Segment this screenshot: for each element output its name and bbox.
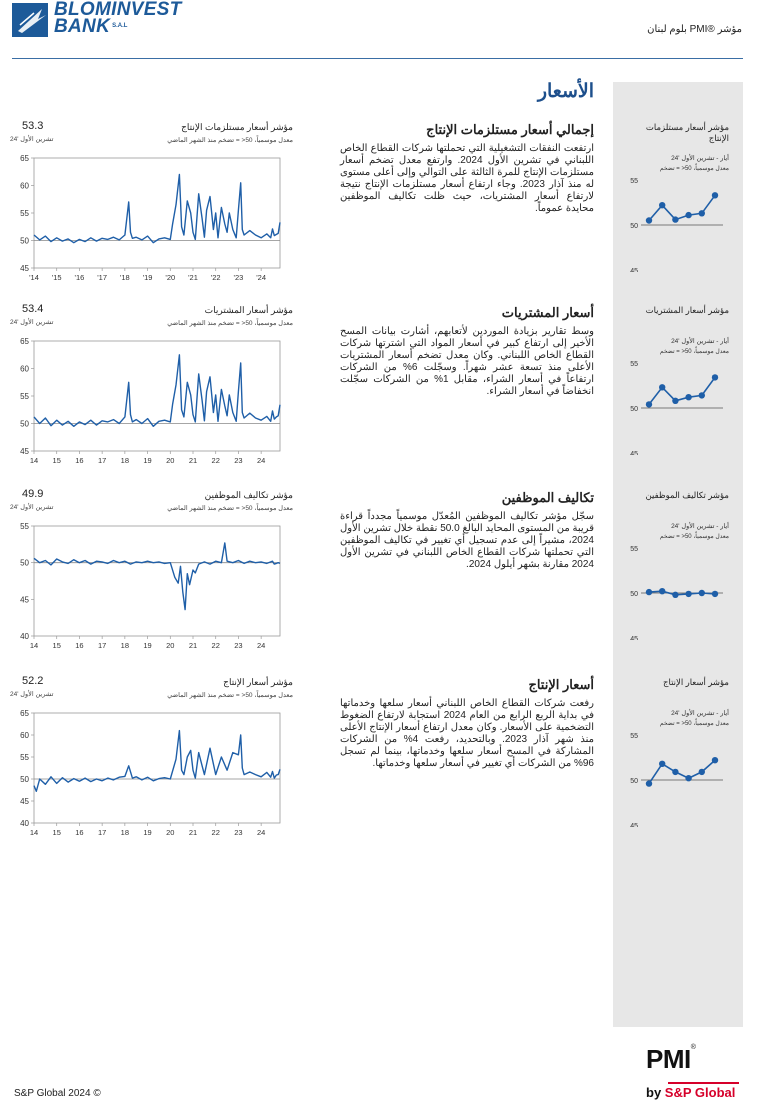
logo-mark-icon [12, 3, 48, 37]
x-tick-label: 19 [143, 456, 152, 465]
mini-data-point [699, 769, 705, 775]
x-tick-label: 23 [234, 828, 243, 837]
x-tick-label: 23 [234, 641, 243, 650]
section-text [340, 305, 594, 398]
x-tick-label: 15 [52, 828, 61, 837]
x-tick-label: '22 [210, 273, 221, 282]
x-tick-label: 15 [52, 456, 61, 465]
mini-chart-period: أيار - تشرين الأول '24 [671, 155, 729, 162]
pmi-reg-mark: ® [690, 1044, 696, 1051]
y-tick-label: 40 [20, 632, 29, 641]
section-heading: إجمالي أسعار مستلزمات الإنتاج [426, 122, 594, 137]
x-tick-label: 20 [166, 828, 175, 837]
x-tick-label: 17 [97, 828, 107, 837]
x-tick-label: 21 [188, 828, 198, 837]
chart-frame [34, 713, 280, 823]
y-tick-label: 55 [20, 522, 29, 531]
x-tick-label: '18 [119, 273, 130, 282]
x-tick-label: 19 [143, 828, 152, 837]
series-line [34, 355, 280, 427]
chart-latest-value: 53.4 [22, 303, 44, 315]
y-tick-label: 45 [20, 447, 29, 456]
section-heading: أسعار الإنتاج [528, 677, 594, 692]
section-body: سجّل مؤشر تكاليف الموظفين المُعدّل موسمياً مجدداً قراءة قريبة من المستوى المحايد البالغ 50.0 نقطة خلال تشرين الأول 2024، مشيراً إلى عدم تسجيل أي تغيير في تكاليف الموظفين التي تحملتها شركات القطاع الخاص اللبناني في تشرين الأول 2024 مقارنة بشهر أيلول 2024. [340, 511, 594, 570]
mini-chart-subtitle: معدل موسمياً، 50< = تضخم [659, 349, 729, 355]
y-tick-label: 45 [20, 595, 29, 605]
x-tick-label: '19 [142, 273, 153, 282]
y-tick-label: 55 [20, 753, 29, 762]
mini-data-point [672, 592, 678, 598]
mini-data-point [646, 780, 652, 786]
x-tick-label: 21 [188, 641, 198, 650]
mini-series-line [649, 377, 715, 404]
chart-subtitle: معدل موسمياً، 50< = تضخم منذ الشهر الماضي [167, 320, 293, 327]
x-tick-label: 24 [256, 456, 266, 465]
x-tick-label: '24 [256, 273, 267, 282]
logo-line1: BLOMINVEST [54, 0, 182, 20]
mini-chart-subtitle: معدل موسمياً، 50< = تضخم [659, 721, 729, 727]
y-tick-label: 60 [20, 181, 29, 191]
x-tick-label: '17 [97, 273, 108, 282]
x-tick-label: 15 [52, 641, 61, 650]
mini-data-point [659, 384, 665, 390]
chart-subtitle: معدل موسمياً، 50< = تضخم منذ الشهر الماضي [167, 505, 293, 512]
x-tick-label: '16 [74, 273, 85, 282]
mini-data-point [646, 401, 652, 407]
mini-y-tick-label: 45 [630, 823, 638, 827]
chart-subtitle: معدل موسمياً، 50< = تضخم منذ الشهر الماضي [167, 692, 293, 699]
pmi-logo [646, 1044, 695, 1075]
section-text [340, 122, 594, 215]
x-tick-label: 16 [75, 641, 84, 650]
chart-latest-period: تشرين الأول '24 [10, 504, 54, 511]
mini-data-point [672, 769, 678, 775]
mini-data-point [699, 392, 705, 398]
x-tick-label: 22 [211, 641, 220, 650]
mini-y-tick-label: 55 [630, 733, 638, 740]
mini-y-tick-label: 45 [630, 636, 638, 640]
x-tick-label: 18 [120, 828, 130, 837]
chart-latest-value: 52.2 [22, 675, 44, 687]
x-tick-label: 17 [97, 456, 107, 465]
x-tick-label: 24 [256, 828, 266, 837]
x-tick-label: '14 [29, 273, 39, 282]
sp-global-brand: S&P Global [664, 1085, 736, 1100]
chart-title: مؤشر أسعار الإنتاج [223, 677, 293, 687]
mini-data-point [685, 591, 691, 597]
x-tick-label: 14 [29, 456, 39, 465]
mini-data-point [712, 374, 718, 380]
mini-y-tick-label: 50 [630, 406, 638, 413]
pmi-by-text: by [646, 1085, 662, 1100]
mini-chart-title: مؤشر أسعار الإنتاج [663, 677, 729, 687]
mini-y-tick-label: 50 [630, 223, 638, 230]
section-heading: تكاليف الموظفين [501, 490, 594, 505]
mini-data-point [699, 590, 705, 596]
mini-data-point [685, 394, 691, 400]
chart-latest-period: تشرين الأول '24 [10, 319, 54, 326]
logo-line2: BANK [54, 16, 111, 37]
chart-latest-period: تشرين الأول '24 [10, 136, 54, 143]
section-body: وسط تقارير بزيادة الموردين لأتعابهم، أشارت بيانات المسح الأخير إلى ارتفاع كبير في أسعار المواد التي اشترتها شركات القطاع الخاص اللبناني. وكان معدل تضخم أسعار المشتريات الأعلى منذ تسعة عشر شهراً. وسجّلت 6% من الشركات ارتفاعاً في أسعار الشراء، مقابل 1% من الشركات سجّلت انخفاضاً في أسعار الشراء. [340, 326, 594, 397]
mini-chart-subtitle: معدل موسمياً، 50< = تضخم [659, 534, 729, 540]
mini-data-point [699, 210, 705, 216]
y-tick-label: 50 [20, 775, 29, 784]
section-text [340, 490, 594, 571]
mini-line-chart [627, 540, 727, 640]
y-tick-label: 50 [20, 236, 29, 246]
y-tick-label: 60 [20, 364, 29, 374]
chart-frame [34, 158, 280, 268]
mini-data-point [672, 398, 678, 404]
x-tick-label: '20 [165, 273, 176, 282]
y-tick-label: 55 [20, 209, 29, 218]
x-tick-label: 22 [211, 456, 220, 465]
x-tick-label: 16 [75, 828, 84, 837]
pmi-logo-bar [668, 1082, 739, 1084]
pmi-logo-text: PMI [646, 1044, 691, 1074]
x-tick-label: 14 [29, 828, 39, 837]
mini-y-tick-label: 55 [630, 361, 638, 368]
section-title: الأسعار [537, 81, 594, 102]
y-tick-label: 40 [20, 819, 29, 828]
mini-data-point [646, 589, 652, 595]
chart-frame [34, 341, 280, 451]
x-tick-label: 18 [120, 456, 130, 465]
mini-series-line [649, 195, 715, 220]
mini-data-point [685, 775, 691, 781]
mini-data-point [712, 192, 718, 198]
blominvest-logo [12, 2, 192, 38]
mini-y-tick-label: 45 [630, 268, 638, 272]
chart-subtitle: معدل موسمياً، 50< = تضخم منذ الشهر الماضي [167, 137, 293, 144]
chart-title: مؤشر تكاليف الموظفين [204, 490, 293, 500]
x-tick-label: 17 [97, 641, 107, 650]
series-line [34, 543, 280, 610]
y-tick-label: 65 [20, 154, 29, 163]
x-tick-label: 20 [166, 641, 175, 650]
time-series-chart [14, 333, 296, 493]
y-tick-label: 50 [20, 558, 29, 568]
mini-y-tick-label: 50 [630, 778, 638, 785]
x-tick-label: '15 [51, 273, 62, 282]
footer-copyright: S&P Global 2024 © [14, 1088, 101, 1099]
x-tick-label: 16 [75, 456, 84, 465]
chart-latest-period: تشرين الأول '24 [10, 691, 54, 698]
mini-chart-subtitle: معدل موسمياً، 50< = تضخم [659, 166, 729, 172]
x-tick-label: 19 [143, 641, 152, 650]
x-tick-label: 18 [120, 641, 130, 650]
logo-suffix: S.A.L [112, 23, 128, 29]
mini-chart-title: مؤشر تكاليف الموظفين [645, 490, 729, 500]
time-series-chart [14, 150, 296, 310]
chart-title: مؤشر أسعار مستلزمات الإنتاج [181, 122, 293, 132]
mini-data-point [659, 588, 665, 594]
y-tick-label: 50 [20, 419, 29, 429]
chart-latest-value: 53.3 [22, 120, 44, 132]
chart-title: مؤشر أسعار المشتريات [204, 305, 293, 315]
page-header-title: مؤشر ®PMI بلوم لبنان [647, 24, 742, 35]
chart-latest-value: 49.9 [22, 488, 44, 500]
y-tick-label: 60 [20, 731, 29, 740]
mini-line-chart [627, 172, 727, 272]
mini-chart-title: مؤشر أسعار مستلزمات الإنتاج [645, 122, 729, 143]
y-tick-label: 45 [20, 264, 29, 273]
mini-data-point [672, 216, 678, 222]
mini-chart-period: أيار - تشرين الأول '24 [671, 523, 729, 530]
series-line [34, 175, 280, 243]
x-tick-label: 24 [256, 641, 266, 650]
mini-line-chart [627, 727, 727, 827]
mini-data-point [712, 757, 718, 763]
mini-y-tick-label: 50 [630, 591, 638, 598]
section-heading: أسعار المشتريات [501, 305, 594, 320]
mini-chart-period: أيار - تشرين الأول '24 [671, 338, 729, 345]
mini-data-point [659, 202, 665, 208]
chart-frame [34, 526, 280, 636]
time-series-chart [14, 518, 296, 678]
section-body: رفعت شركات القطاع الخاص اللبناني أسعار سلعها وخدماتها في بداية الربع الرابع من العام 2024 استجابة لارتفاع الضغوط التضخمية على الأسعار. وكان معدل ارتفاع أسعار الإنتاج الأعلى منذ شهر آذار 2023. وبالتحديد، رفعت 4% من الشركات المشاركة في المسح أسعار سلعها وخدماتها، بينما لم تسجل 96% من الشركات أي تغيير في أسعار سلعها وخدماتها. [340, 698, 595, 769]
mini-y-tick-label: 45 [630, 451, 638, 455]
y-tick-label: 65 [20, 337, 29, 346]
mini-line-chart [627, 355, 727, 455]
header-divider [12, 58, 743, 59]
y-tick-label: 45 [20, 797, 29, 806]
section-text [340, 677, 594, 770]
x-tick-label: 21 [188, 456, 198, 465]
x-tick-label: 20 [166, 456, 175, 465]
mini-y-tick-label: 55 [630, 178, 638, 185]
section-body: ارتفعت النفقات التشغيلية التي تحملتها شركات القطاع الخاص اللبناني في تشرين الأول 2024. وارتفع معدل تضخم أسعار مستلزمات الإنتاج للمرة الثالثة على التوالي وإلى أعلى مستوى له منذ آذار 2023. وجاء ارتفاع أسعار مستلزمات الإنتاج نتيجة لارتفاع أسعار المشتريات، حيث ظلت تكاليف الموظفين محايدة عموماً. [340, 143, 594, 214]
y-tick-label: 65 [20, 709, 29, 718]
mini-data-point [646, 217, 652, 223]
y-tick-label: 55 [20, 392, 29, 401]
x-tick-label: 14 [29, 641, 39, 650]
x-tick-label: 23 [234, 456, 243, 465]
x-tick-label: '23 [233, 273, 244, 282]
mini-data-point [659, 761, 665, 767]
mini-chart-period: أيار - تشرين الأول '24 [671, 710, 729, 717]
mini-data-point [712, 591, 718, 597]
mini-data-point [685, 212, 691, 218]
x-tick-label: 22 [211, 828, 220, 837]
pmi-by-brand [646, 1085, 735, 1100]
time-series-chart [14, 705, 296, 865]
series-line [34, 731, 280, 792]
mini-chart-title: مؤشر أسعار المشتريات [645, 305, 729, 315]
x-tick-label: '21 [188, 273, 198, 282]
mini-y-tick-label: 55 [630, 546, 638, 553]
